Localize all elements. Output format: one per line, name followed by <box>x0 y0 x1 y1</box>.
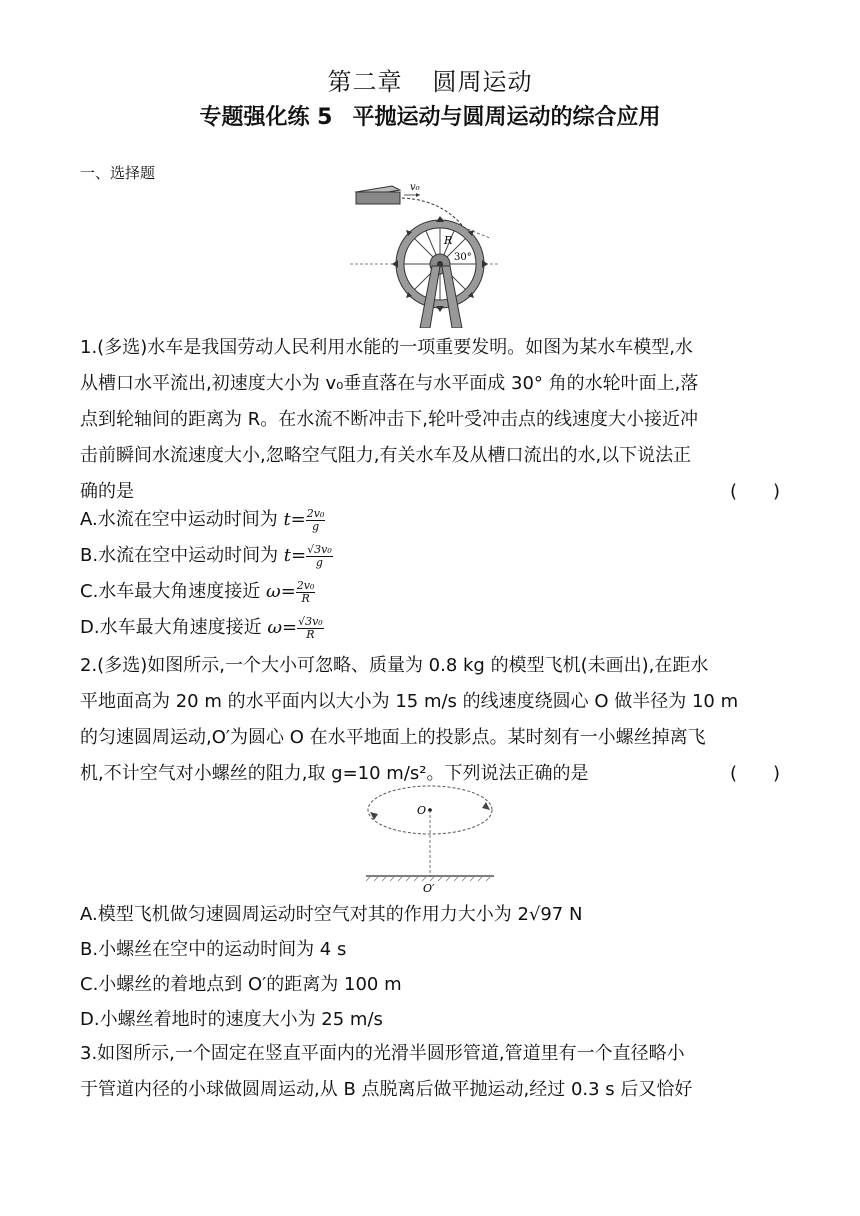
radius-label: R <box>444 234 453 247</box>
q1-line4: 击前瞬间水流速度大小,忽略空气阻力,有关水车及从槽口流出的水,以下说法正 <box>80 445 692 466</box>
q3-line2: 于管道内径的小球做圆周运动,从 B 点脱离后做平抛运动,经过 0.3 s 后又恰好 <box>80 1079 693 1100</box>
subtitle-prefix: 专题强化练 5 <box>199 105 333 130</box>
q1-line5: 确的是 <box>80 481 134 502</box>
q1-option-c: C.水车最大角速度接近 ω= $\frac{\text{2v₀}}{R}$ <box>80 578 315 605</box>
wheel <box>392 216 488 312</box>
q2-option-b: B.小螺丝在空中的运动时间为 4 s <box>80 939 347 960</box>
question-1 <box>80 330 780 510</box>
water-trough <box>356 186 400 204</box>
q3-line1: 3.如图所示,一个固定在竖直平面内的光滑半圆形管道,管道里有一个直径略小 <box>80 1043 685 1064</box>
q1-line2: 从槽口水平流出,初速度大小为 v₀垂直落在与水平面成 30° 角的水轮叶面上,落 <box>80 373 699 394</box>
center-o-label: O <box>417 804 427 817</box>
q2-option-d: D.小螺丝着地时的速度大小为 25 m/s <box>80 1009 383 1030</box>
q2-line4: 机,不计空气对小螺丝的阻力,取 g=10 m/s²。下列说法正确的是 <box>80 763 589 784</box>
water-wheel-figure <box>350 178 500 328</box>
q2-line1: 2.(多选)如图所示,一个大小可忽略、质量为 0.8 kg 的模型飞机(未画出),在距水 <box>80 655 709 676</box>
q1-line1: 1.(多选)水车是我国劳动人民利用水能的一项重要发明。如图为某水车模型,水 <box>80 337 693 358</box>
q1-option-b: B.水流在空中运动时间为 t= $\frac{\text{√3v₀}}{g}$ <box>80 542 332 569</box>
q1-option-a: A.水流在空中运动时间为 t= $\frac{\text{2v₀}}{g}$ <box>80 506 325 533</box>
v0-label: v₀ <box>410 182 420 193</box>
chapter-title <box>0 62 860 97</box>
section-heading: 一、选择题 <box>80 164 156 182</box>
q2-line2: 平地面高为 20 m 的水平面内以大小为 15 m/s 的线速度绕圆心 O 做半径为 10 m <box>80 691 739 712</box>
q1-answer-paren: ( ) <box>729 481 780 502</box>
q2-option-a: A.模型飞机做匀速圆周运动时空气对其的作用力大小为 2√97 N <box>80 904 583 925</box>
q2-option-c: C.小螺丝的着地点到 O′的距离为 100 m <box>80 974 402 995</box>
question-2 <box>80 648 780 792</box>
chapter-number: 第二章 <box>327 68 403 96</box>
projection-o-label: O′ <box>423 882 435 894</box>
q2-line3: 的匀速圆周运动,O′为圆心 O 在水平地面上的投影点。某时刻有一小螺丝掉离飞 <box>80 727 706 748</box>
subtitle-text: 平抛运动与圆周运动的综合应用 <box>352 105 661 130</box>
q2-answer-paren: ( ) <box>729 763 780 784</box>
orbit-figure <box>362 780 498 894</box>
q1-line3: 点到轮轴间的距离为 R。在水流不断冲击下,轮叶受冲击点的线速度大小接近冲 <box>80 409 698 430</box>
chapter-topic: 圆周运动 <box>432 68 533 96</box>
q1-option-d: D.水车最大角速度接近 ω= $\frac{\text{√3v₀}}{R}$ <box>80 614 323 641</box>
section-subtitle <box>0 100 860 131</box>
question-3 <box>80 1036 780 1108</box>
angle-label: 30° <box>454 252 472 263</box>
